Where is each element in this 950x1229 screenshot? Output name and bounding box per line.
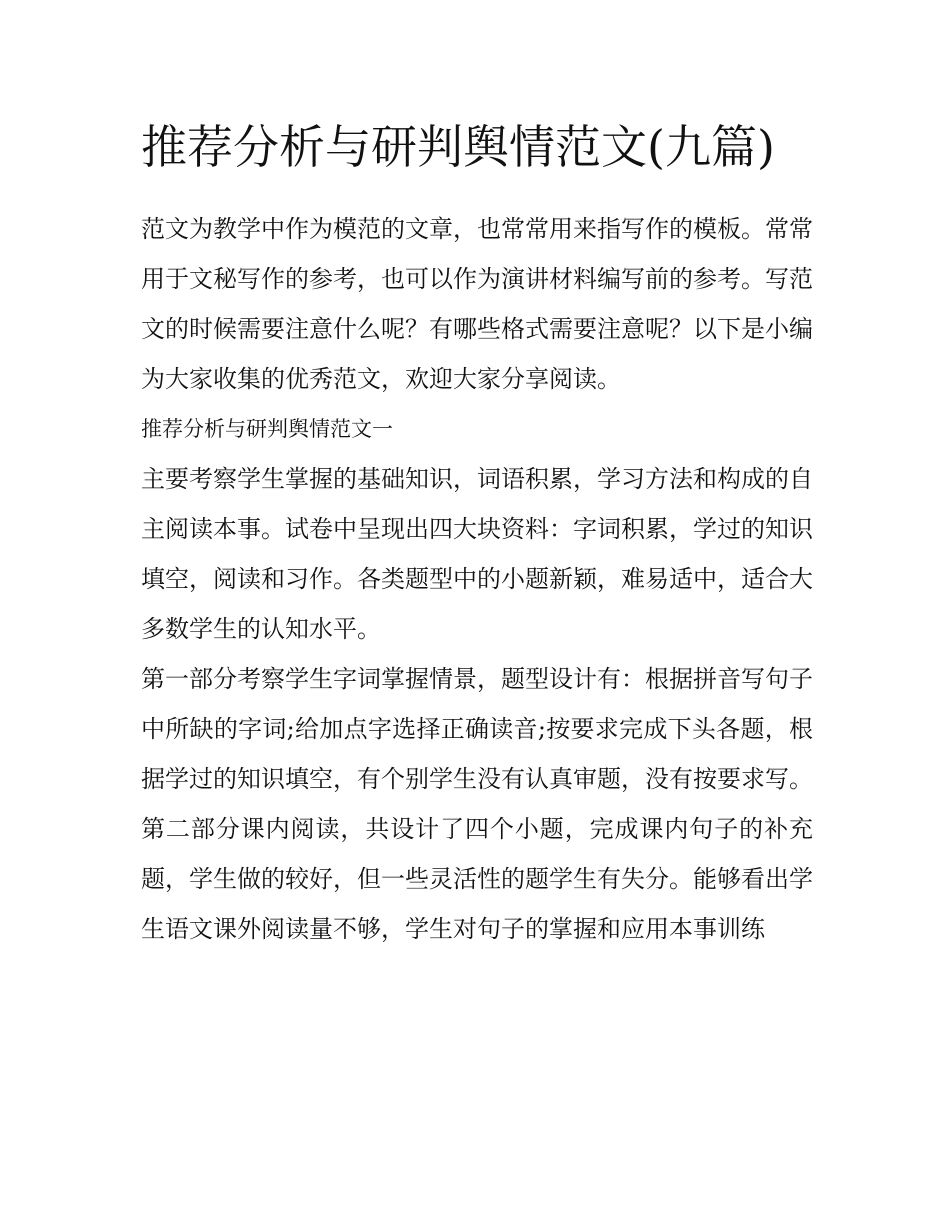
body-paragraph-1: 主要考察学生掌握的基础知识，词语积累，学习方法和构成的自主阅读本事。试卷中呈现出四大块资料：字词积累，学过的知识填空，阅读和习作。各类题型中的小题新颖，难易适中，适合大多数学生的认知水平。 xyxy=(141,465,813,643)
document-title: 推荐分析与研判舆情范文(九篇) xyxy=(141,120,775,174)
body-paragraph-3: 第二部分课内阅读，共设计了四个小题，完成课内句子的补充题，学生做的较好，但一些灵活性的题学生有失分。能够看出学生语文课外阅读量不够，学生对句子的掌握和应用本事训练 xyxy=(141,815,813,943)
document-page xyxy=(141,108,813,954)
intro-paragraph: 范文为教学中作为模范的文章，也常常用来指写作的模板。常常用于文秘写作的参考，也可以作为演讲材料编写前的参考。写范文的时候需要注意什么呢？有哪些格式需要注意呢？以下是小编为大家收集的优秀范文，欢迎大家分享阅读。 xyxy=(141,215,813,393)
body-paragraph-2: 第一部分考察学生字词掌握情景，题型设计有：根据拼音写句子中所缺的字词;给加点字选择正确读音;按要求完成下头各题，根据学过的知识填空，有个别学生没有认真审题，没有按要求写。 xyxy=(141,665,813,793)
section-heading: 推荐分析与研判舆情范文一 xyxy=(141,417,393,441)
